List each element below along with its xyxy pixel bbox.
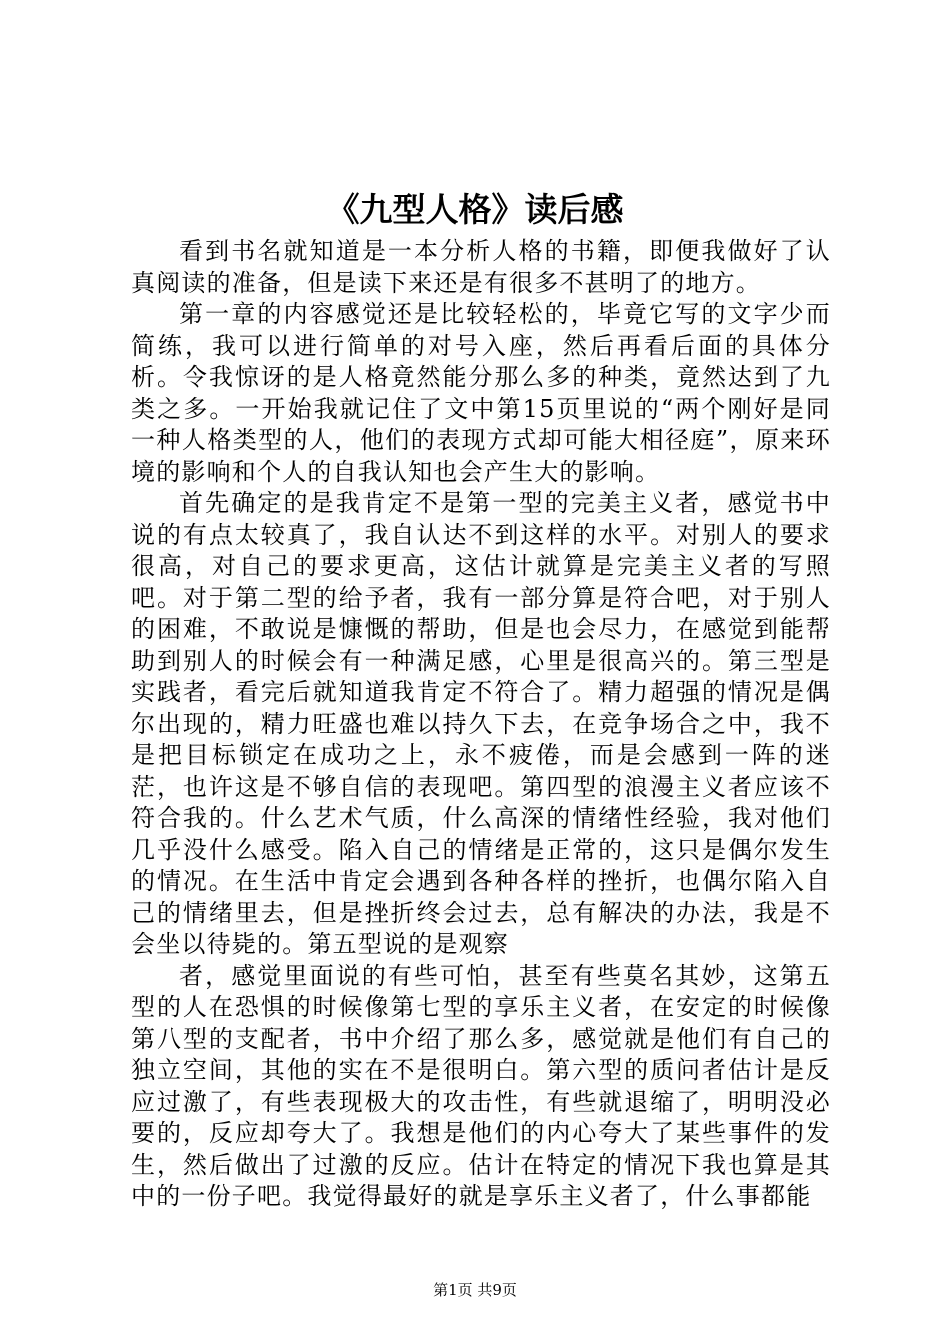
document-title: 《九型人格》读后感 bbox=[326, 190, 624, 229]
paragraph-1: 看到书名就知道是一本分析人格的书籍，即便我做好了认真阅读的准备，但是读下来还是有很多不甚明了的地方。 bbox=[131, 237, 831, 297]
paragraph-4: 者，感觉里面说的有些可怕，甚至有些莫名其妙，这第五型的人在恐惧的时候像第七型的享乐主义者，在安定的时候像第八型的支配者，书中介绍了那么多，感觉就是他们有自己的独立空间，其他的实在不是很明白。第六型的质问者估计是反应过激了，有些表现极大的攻击性，有些就退缩了，明明没必要的，反应却夸大了。我想是他们的内心夸大了某些事件的发生，然后做出了过激的反应。估计在特定的情况下我也算是其中的一份子吧。我觉得最好的就是享乐主义者了，什么事都能 bbox=[131, 961, 831, 1210]
document-body bbox=[131, 236, 831, 1213]
paragraph-3: 首先确定的是我肯定不是第一型的完美主义者，感觉书中说的有点太较真了，我自认达不到这样的水平。对别人的要求很高，对自己的要求更高，这估计就算是完美主义者的写照吧。对于第二型的给予者，我有一部分算是符合吧，对于别人的困难，不敢说是慷慨的帮助，但是也会尽力，在感觉到能帮助到别人的时候会有一种满足感，心里是很高兴的。第三型是实践者，看完后就知道我肯定不符合了。精力超强的情况是偶尔出现的，精力旺盛也难以持久下去，在竞争场合之中，我不是把目标锁定在成功之上，永不疲倦，而是会感到一阵的迷茫，也许这是不够自信的表现吧。第四型的浪漫主义者应该不符合我的。什么艺术气质，什么高深的情绪性经验，我对他们几乎没什么感受。陷入自己的情绪是正常的，这只是偶尔发生的情况。在生活中肯定会遇到各种各样的挫折，也偶尔陷入自己的情绪里去，但是挫折终会过去，总有解决的办法，我是不会坐以待毙的。第五型说的是观察 bbox=[131, 489, 831, 958]
paragraph-2: 第一章的内容感觉还是比较轻松的，毕竟它写的文字少而简练，我可以进行简单的对号入座，然后再看后面的具体分析。令我惊讶的是人格竟然能分那么多的种类，竟然达到了九类之多。一开始我就记住了文中第15页里说的“两个刚好是同一种人格类型的人，他们的表现方式却可能大相径庭”，原来环境的影响和个人的自我认知也会产生大的影响。 bbox=[131, 300, 831, 486]
page-number-footer: 第1页 共9页 bbox=[433, 1281, 517, 1299]
